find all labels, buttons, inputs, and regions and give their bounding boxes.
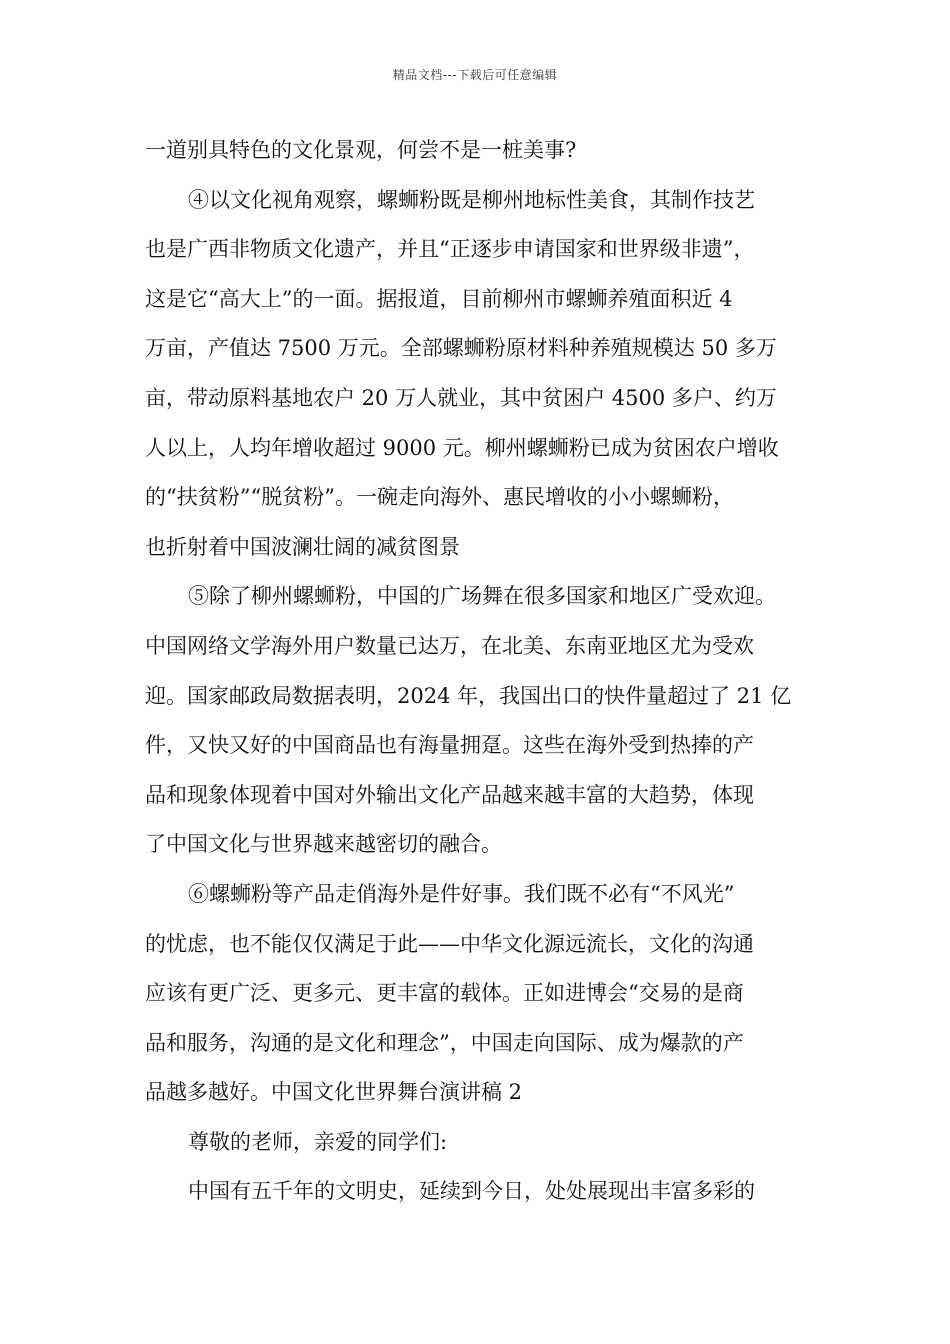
text-line: ⑥螺蛳粉等产品走俏海外是件好事。我们既不必有“不风光” bbox=[188, 881, 735, 906]
text-line: ⑤除了柳州螺蛳粉，中国的广场舞在很多国家和地区广受欢迎。 bbox=[188, 584, 776, 609]
document-body bbox=[145, 126, 810, 1217]
text-line: 亩，带动原料基地农户 20 万人就业，其中贫困户 4500 多户、约万 bbox=[145, 385, 777, 410]
text-line: 这是它“高大上”的一面。据报道，目前柳州市螺蛳养殖面积近 4 bbox=[145, 286, 733, 311]
text-line: 品和服务，沟通的是文化和理念”，中国走向国际、成为爆款的产 bbox=[145, 1030, 744, 1055]
text-line: 人以上，人均年增收超过 9000 元。柳州螺蛳粉已成为贫困农户增收 bbox=[145, 435, 779, 460]
text-line: 万亩，产值达 7500 万元。全部螺蛳粉原材料种养殖规模达 50 多万 bbox=[145, 336, 777, 361]
text-line: 应该有更广泛、更多元、更丰富的载体。正如进博会“交易的是商 bbox=[145, 981, 744, 1006]
text-line: 的“扶贫粉”“脱贫粉”。一碗走向海外、惠民增收的小小螺蛳粉， bbox=[145, 485, 734, 510]
text-line: 尊敬的老师，亲爱的同学们: bbox=[188, 1129, 448, 1154]
text-line: 中国有五千年的文明史，延续到今日，处处展现出丰富多彩的 bbox=[188, 1179, 755, 1204]
text-line: 品越多越好。中国文化世界舞台演讲稿 2 bbox=[145, 1080, 523, 1105]
text-line: 迎。国家邮政局数据表明，2024 年，我国出口的快件量超过了 21 亿 bbox=[145, 683, 792, 708]
text-line: ④以文化视角观察，螺蛳粉既是柳州地标性美食，其制作技艺 bbox=[188, 187, 755, 212]
text-line: 也是广西非物质文化遗产，并且“正逐步申请国家和世界级非遗”， bbox=[145, 237, 755, 262]
text-line: 了中国文化与世界越来越密切的融合。 bbox=[145, 832, 502, 857]
page-header: 精品文档---下载后可任意编辑 bbox=[392, 68, 558, 82]
text-line: 中国网络文学海外用户数量已达万，在北美、东南亚地区尤为受欢 bbox=[145, 633, 754, 658]
text-line: 件，又快又好的中国商品也有海量拥趸。这些在海外受到热捧的产 bbox=[145, 733, 754, 758]
text-line: 品和现象体现着中国对外输出文化产品越来越丰富的大趋势，体现 bbox=[145, 782, 754, 807]
text-line: 一道别具特色的文化景观，何尝不是一桩美事? bbox=[145, 138, 577, 162]
text-line: 的忧虑，也不能仅仅满足于此——中华文化源远流长，文化的沟通 bbox=[145, 931, 754, 956]
text-line: 也折射着中国波澜壮阔的减贫图景 bbox=[145, 534, 460, 559]
